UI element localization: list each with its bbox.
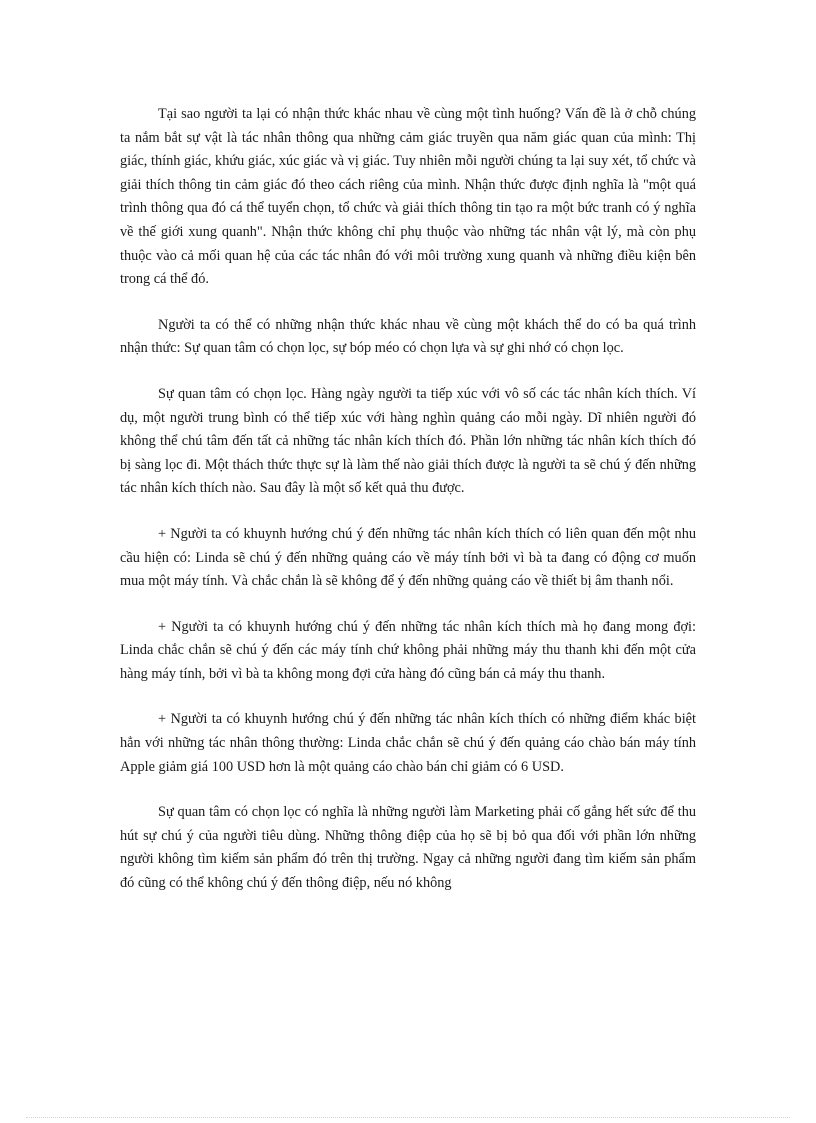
- paragraph-bullet-expected: + Người ta có khuynh hướng chú ý đến những tác nhân kích thích mà họ đang mong đợi: Linda chắc chắn sẽ chú ý đến các máy tính chứ không phải những máy thu thanh khi đến một cửa hàng máy tính, bởi vì bà ta không mong đợi cửa hàng đó cũng bán cả máy thu thanh.: [120, 618, 696, 682]
- paragraph-marketing-implication: Sự quan tâm có chọn lọc có nghĩa là những người làm Marketing phải cố gắng hết sức để thu hút sự chú ý của người tiêu dùng. Những thông điệp của họ sẽ bị bỏ qua đối với phần lớn những người không tìm kiếm sản phẩm đó trên thị trường. Ngay cả những người đang tìm kiếm sản phẩm đó cũng có thể không chú ý đến thông điệp, nếu nó không: [120, 804, 696, 892]
- paragraph-three-processes: Người ta có thể có những nhận thức khác nhau về cùng một khách thể do có ba quá trình nhận thức: Sự quan tâm có chọn lọc, sự bóp méo có chọn lựa và sự ghi nhớ có chọn lọc.: [120, 316, 696, 357]
- document-body: [120, 103, 696, 896]
- paragraph-bullet-current-need: + Người ta có khuynh hướng chú ý đến những tác nhân kích thích có liên quan đến một nhu cầu hiện có: Linda sẽ chú ý đến những quảng cáo về máy tính bởi vì bà ta đang có động cơ muốn mua một máy tính. Và chắc chắn là sẽ không để ý đến những quảng cáo về thiết bị âm thanh nổi.: [120, 525, 696, 590]
- paragraph-perception-intro: Tại sao người ta lại có nhận thức khác nhau về cùng một tình huống? Vấn đề là ở chỗ chúng ta nắm bắt sự vật là tác nhân thông qua những cảm giác truyền qua năm giác quan của mình: Thị giác, thính giác, khứu giác, xúc giác và vị giác. Tuy nhiên mỗi người chúng ta lại suy xét, tổ chức và giải thích thông tin cảm giác đó theo cách riêng của mình. Nhận thức được định nghĩa là "một quá trình thông qua đó cá thể tuyển chọn, tổ chức và giải thích thông tin tạo ra một bức tranh có ý nghĩa về thế giới xung quanh". Nhận thức không chỉ phụ thuộc vào những tác nhân vật lý, mà còn phụ thuộc vào cả mối quan hệ của các tác nhân đó với môi trường xung quanh và những điều kiện bên trong cá thể đó.: [120, 106, 696, 288]
- paragraph-bullet-deviation: + Người ta có khuynh hướng chú ý đến những tác nhân kích thích có những điểm khác biệt hẳn với những tác nhân thông thường: Linda chắc chắn sẽ chú ý đến quảng cáo chào bán máy tính Apple giảm giá 100 USD hơn là một quảng cáo chào bán chỉ giảm có 6 USD.: [120, 711, 696, 775]
- page-bottom-divider: [26, 1117, 790, 1118]
- paragraph-selective-attention: Sự quan tâm có chọn lọc. Hàng ngày người ta tiếp xúc với vô số các tác nhân kích thích. Ví dụ, một người trung bình có thể tiếp xúc với hàng nghìn quảng cáo mỗi ngày. Dĩ nhiên người đó không thể chú tâm đến tất cả những tác nhân kích thích đó. Phần lớn những tác nhân kích thích đó bị sàng lọc đi. Một thách thức thực sự là làm thế nào giải thích được là người ta sẽ chú ý đến những tác nhân kích thích nào. Sau đây là một số kết quả thu được.: [120, 385, 696, 497]
